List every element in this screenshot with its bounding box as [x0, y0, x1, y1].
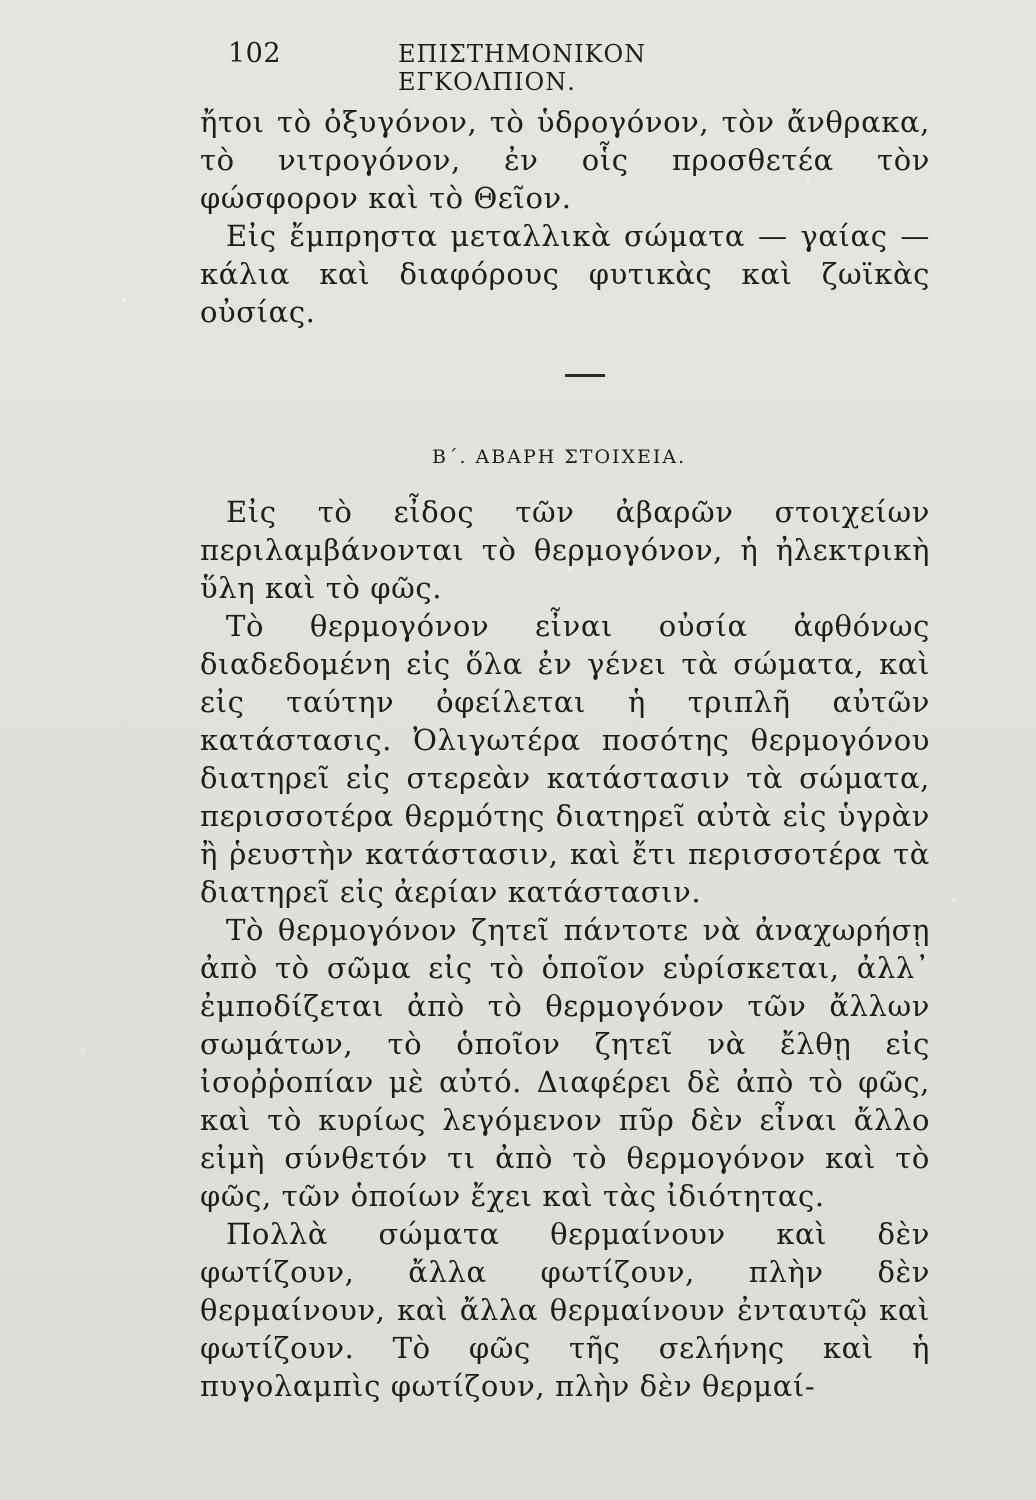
- paragraph: Πολλὰ σώματα θερμαίνουν καὶ δὲν φωτίζουν, ἄλλα φωτίζουν, πλὴν δὲν θερμαίνουν, καὶ ἄλλα θερμαίνουν ἐνταυτῷ καὶ φωτίζουν. Τὸ φῶς τῆς σελήνης καὶ ἡ πυγολαμπὶς φωτίζουν, πλὴν δὲν θερμαί-: [200, 1217, 930, 1403]
- text-block-main: [200, 493, 930, 1405]
- section-heading: Β΄. ΑΒΑΡΗ ΣΤΟΙΧΕΙΑ.: [432, 446, 687, 468]
- section-divider: [565, 374, 605, 377]
- page-number: 102: [228, 38, 282, 69]
- paragraph: Τὸ θερμογόνον ζητεῖ πάντοτε νὰ ἀναχωρήσῃ ἀπὸ τὸ σῶμα εἰς τὸ ὁποῖον εὑρίσκεται, ἀλλ᾽ ἐμποδίζεται ἀπὸ τὸ θερμογόνον τῶν ἄλλων σωμάτων, τὸ ὁποῖον ζητεῖ νὰ ἔλθῃ εἰς ἰσοῤῥοπίαν μὲ αὐτό. Διαφέρει δὲ ἀπὸ τὸ φῶς, καὶ τὸ κυρίως λεγόμενον πῦρ δὲν εἶναι ἄλλο εἰμὴ σύνθετόν τι ἀπὸ τὸ θερμογόνον καὶ τὸ φῶς, τῶν ὁποίων ἔχει καὶ τὰς ἰδιότητας.: [200, 913, 930, 1213]
- paragraph: Εἰς ἔμπρηστα μεταλλικὰ σώματα — γαίας — κάλια καὶ διαφόρους φυτικὰς καὶ ζωϊκὰς οὐσίας.: [200, 219, 930, 329]
- text-block-top: [200, 103, 930, 331]
- paragraph: Τὸ θερμογόνον εἶναι οὐσία ἀφθόνως διαδεδομένη εἰς ὅλα ἐν γένει τὰ σώματα, καὶ εἰς ταύτην ὀφείλεται ἡ τριπλῆ αὐτῶν κατάστασις. Ὀλιγωτέρα ποσότης θερμογόνου διατηρεῖ εἰς στερεὰν κατάστασιν τὰ σώματα, περισσοτέρα θερμότης διατηρεῖ αὐτὰ εἰς ὑγρὰν ἢ ῥευστὴν κατάστασιν, καὶ ἔτι περισσοτέρα τὰ διατηρεῖ εἰς ἀερίαν κατάστασιν.: [200, 609, 930, 909]
- paragraph: ἤτοι τὸ ὀξυγόνον, τὸ ὑδρογόνον, τὸν ἄνθρακα, τὸ νιτρογόνον, ἐν οἷς προσθετέα τὸν φώσφορον καὶ τὸ Θεῖον.: [200, 105, 930, 215]
- page-header: [228, 38, 788, 96]
- paragraph: Εἰς τὸ εἶδος τῶν ἀβαρῶν στοιχείων περιλαμβάνονται τὸ θερμογόνον, ἡ ἠλεκτρικὴ ὕλη καὶ τὸ φῶς.: [200, 495, 930, 605]
- running-head: ΕΠΙΣΤΗΜΟΝΙΚΟΝ ΕΓΚΟΛΠΙΟΝ.: [398, 40, 647, 96]
